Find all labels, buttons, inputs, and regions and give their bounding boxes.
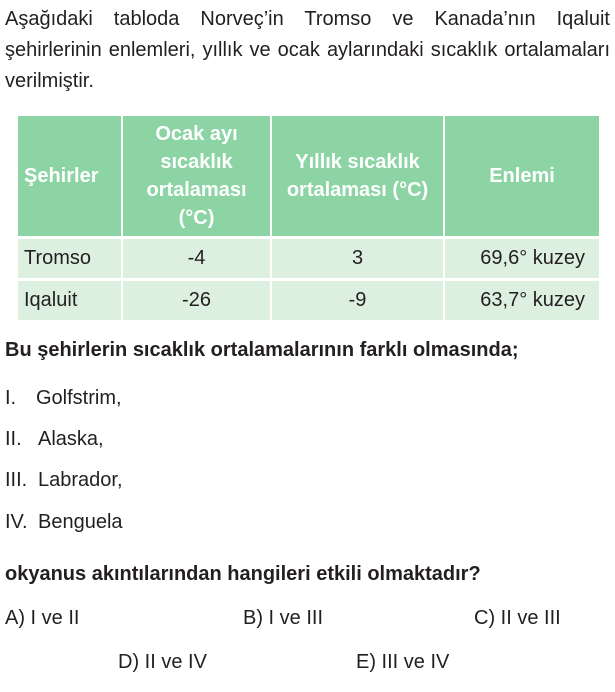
option-c[interactable]: C) II ve III [474,607,561,629]
cell-january-average: -4 [122,238,271,280]
option-b[interactable]: B) I ve III [243,607,324,629]
cell-annual-average: 3 [271,238,444,280]
header-annual-average: Yıllık sıcaklık ortalaması (°C) [271,116,444,238]
intro-paragraph: Aşağıdaki tabloda Norveç’in Tromso ve Kanada’nın Iqaluit şehirlerinin enlemleri, yıllık ve ocak aylarındaki sıcaklık ortalamaları verilmiştir. [5,8,610,92]
cell-city: Tromso [18,238,122,280]
item-number: I. [5,387,17,409]
item-text: Labrador, [38,469,123,491]
table-row [18,238,599,280]
item-number: IV. [5,511,28,533]
table-row [18,280,599,321]
cell-city: Iqaluit [18,280,122,321]
cell-latitude: 69,6° kuzey [444,238,599,280]
header-latitude: Enlemi [444,116,599,238]
list-item [5,469,123,492]
item-text: Benguela [38,511,123,533]
city-climate-table [18,116,599,320]
option-d[interactable]: D) II ve IV [118,651,207,673]
question-stem: okyanus akıntılarından hangileri etkili olmaktadır? [5,563,481,585]
option-a[interactable]: A) I ve II [5,607,80,629]
list-item [5,387,122,410]
table-header-row [18,116,599,238]
option-e[interactable]: E) III ve IV [356,651,450,673]
cell-annual-average: -9 [271,280,444,321]
header-cities: Şehirler [18,116,122,238]
item-text: Alaska, [38,428,104,450]
header-january-average: Ocak ayı sıcaklık ortalaması (°C) [122,116,271,238]
list-item [5,428,104,451]
item-number: II. [5,428,22,450]
list-item [5,511,123,534]
item-text: Golfstrim, [36,387,122,409]
cell-january-average: -26 [122,280,271,321]
item-number: III. [5,469,28,491]
cell-latitude: 63,7° kuzey [444,280,599,321]
question-intro: Bu şehirlerin sıcaklık ortalamalarının farklı olmasında; [5,339,519,361]
